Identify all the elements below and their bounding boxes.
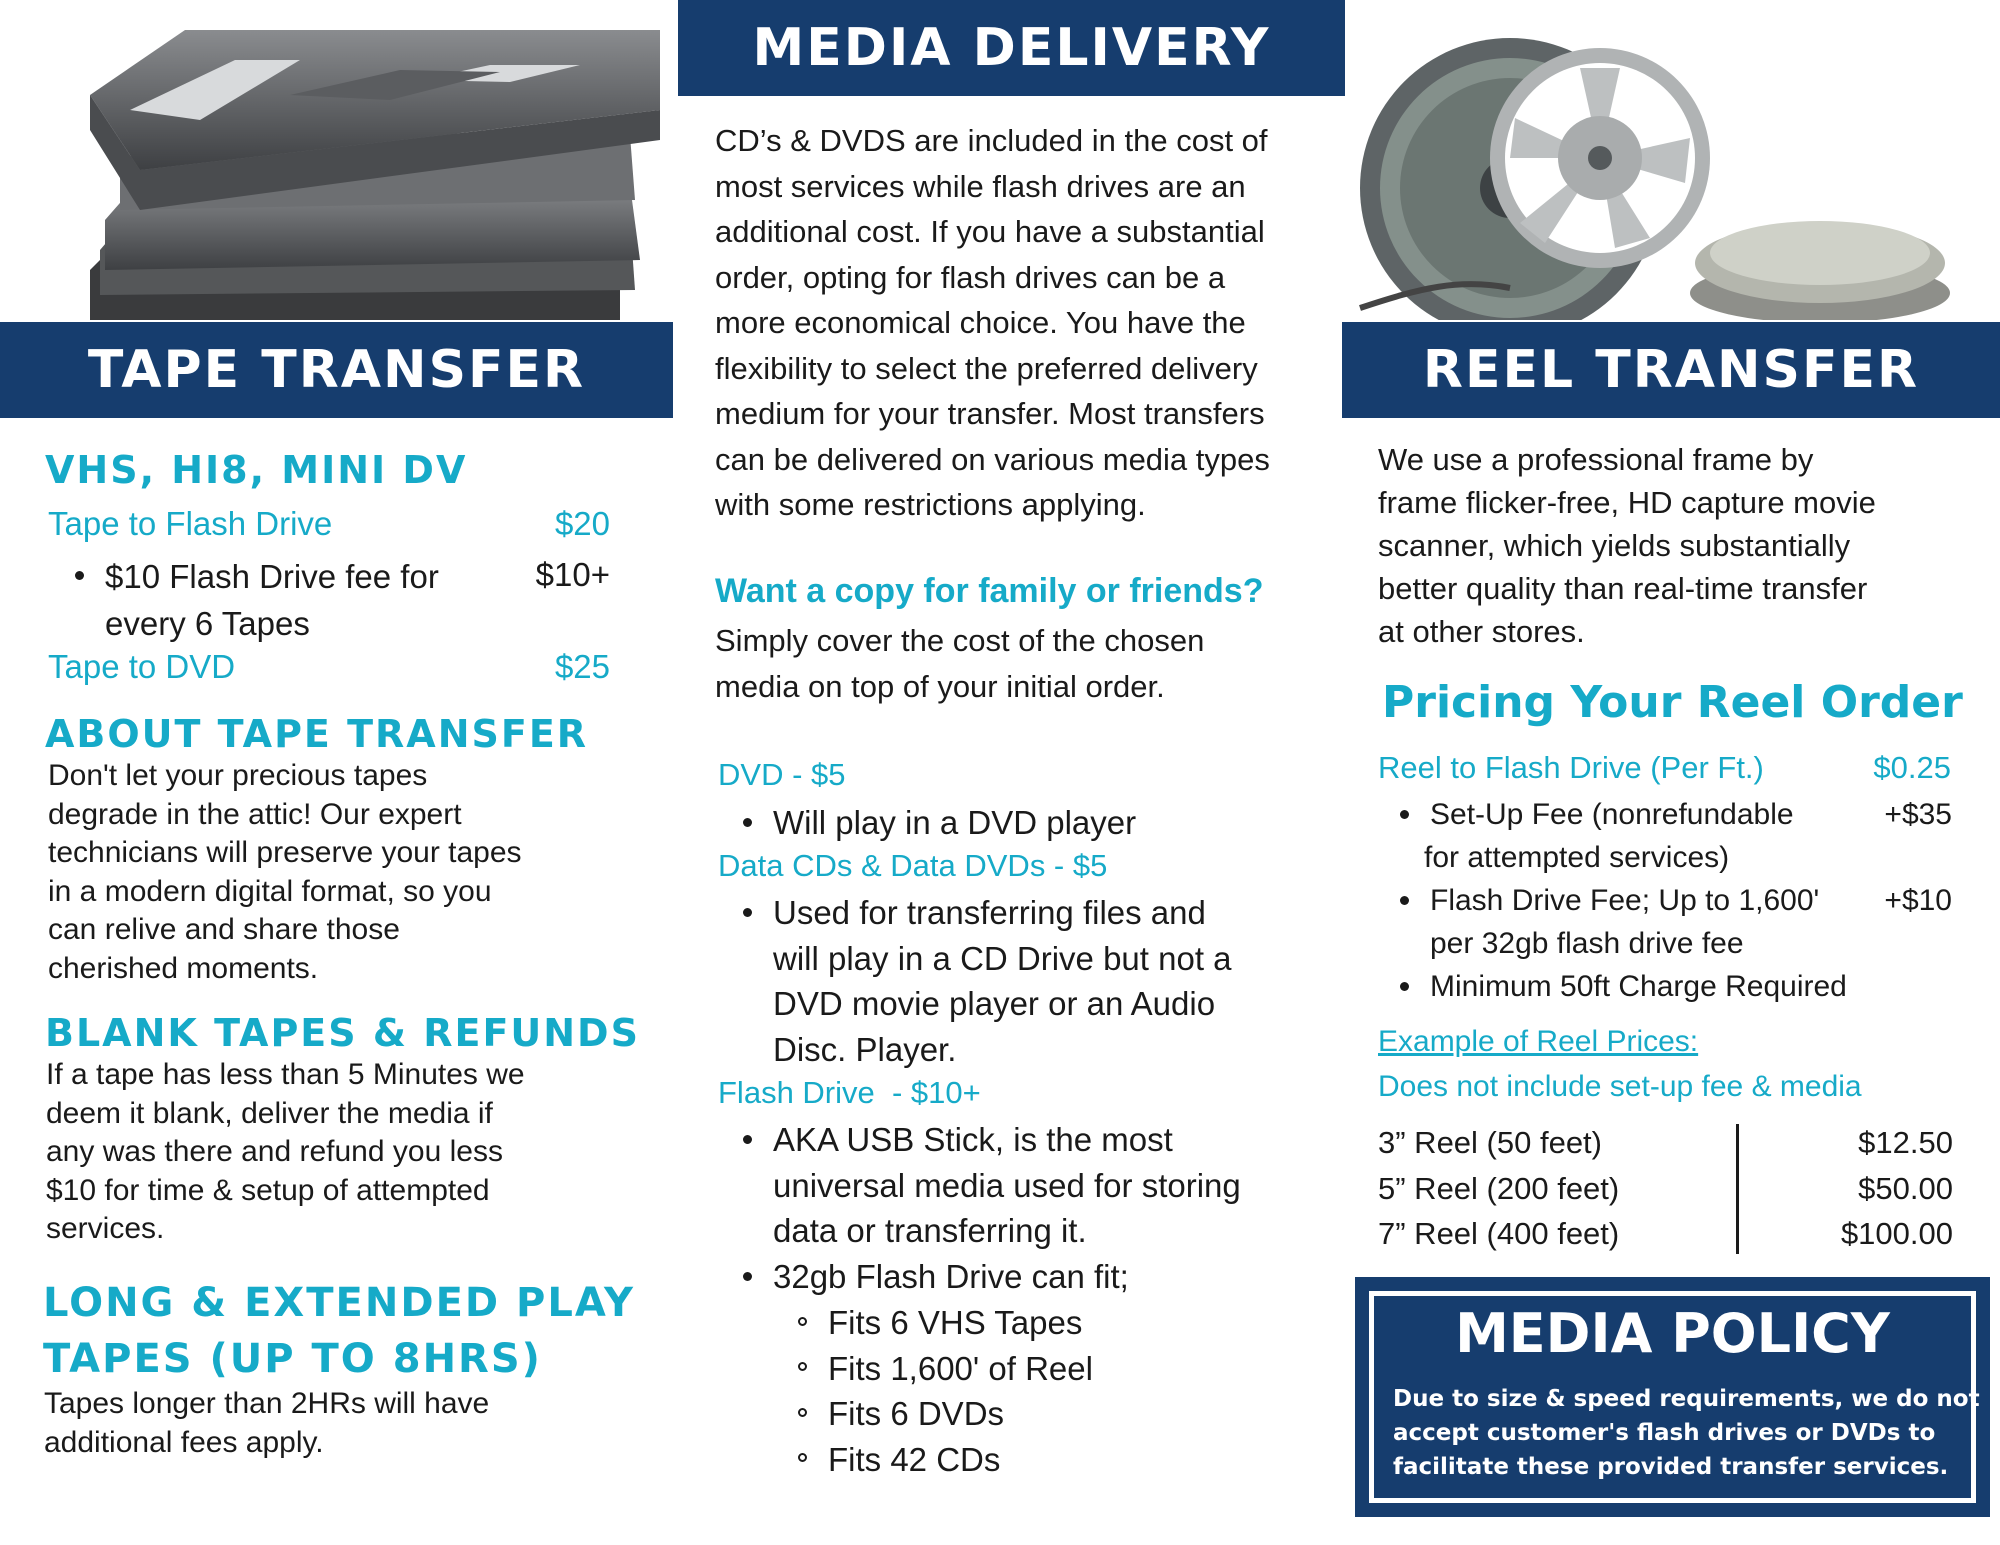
text-line: Tapes longer than 2HRs will have: [44, 1387, 490, 1420]
flash-fee-line1: $10 Flash Drive fee for: [105, 558, 439, 595]
text-line: services.: [46, 1212, 165, 1245]
dvd-option-item: Will play in a DVD player: [773, 800, 1136, 846]
dvd-option-list: [773, 800, 1136, 846]
reel-size: 5” Reel (200 feet): [1378, 1170, 1620, 1206]
flash-option-list: [773, 1117, 1241, 1299]
tape-flash-fee-list: [105, 553, 610, 647]
flash-drive-fee-item: [1430, 879, 1952, 965]
tape-flash-label: Tape to Flash Drive: [48, 505, 333, 542]
text-line: scanner, which yields substantially: [1378, 528, 1851, 563]
setup-fee-item: [1424, 793, 1952, 879]
reel-flash-row: [1378, 750, 1951, 786]
text-line: We use a professional frame by: [1378, 442, 1814, 477]
tape-transfer-banner: TAPE TRANSFER: [0, 322, 673, 418]
fit-subitem: Fits 6 DVDs: [828, 1391, 1093, 1437]
text-line: Used for transferring files and: [773, 894, 1206, 931]
fit-subitem: Fits 42 CDs: [828, 1437, 1093, 1483]
text-line: order, opting for flash drives can be a: [715, 259, 1226, 295]
reel-price: $12.50: [1858, 1125, 1953, 1160]
copy-paragraph: [715, 618, 1204, 709]
fit-subitem: Fits 1,600' of Reel: [828, 1346, 1093, 1392]
text-line: can relive and share those: [48, 913, 400, 946]
text-line: can be delivered on various media types: [715, 441, 1270, 477]
text-line: technicians will preserve your tapes: [48, 836, 522, 869]
long-heading-line1: LONG & EXTENDED PLAY: [43, 1280, 635, 1326]
flash-fee-price: $10+: [535, 556, 610, 593]
about-heading: ABOUT TAPE TRANSFER: [45, 712, 589, 756]
film-reels-photo: [1340, 38, 1960, 320]
text-line: at other stores.: [1378, 614, 1585, 649]
text-line: If a tape has less than 5 Minutes we: [46, 1058, 525, 1091]
reel-price-table: [1378, 1120, 1953, 1257]
data-option-label: Data CDs & Data DVDs - $5: [718, 848, 1108, 883]
table-row: [1378, 1120, 1953, 1166]
reel-flash-label: Reel to Flash Drive (Per Ft.): [1378, 750, 1764, 785]
flash-drive-fee-price: +$10: [1884, 884, 1952, 917]
example-note: Does not include set-up fee & media: [1378, 1070, 1862, 1103]
media-intro-paragraph: [715, 118, 1270, 528]
text-line: medium for your transfer. Most transfers: [715, 396, 1265, 431]
copy-heading: Want a copy for family or friends?: [715, 572, 1264, 610]
policy-title: MEDIA POLICY: [1455, 1302, 1890, 1365]
reel-size: 7” Reel (400 feet): [1378, 1216, 1620, 1251]
tape-dvd-label: Tape to DVD: [48, 648, 236, 685]
text-line: in a modern digital format, so you: [48, 874, 492, 908]
text-line: accept customer's flash drives or DVDs to: [1393, 1420, 1936, 1446]
tape-flash-price: $20: [554, 505, 610, 542]
reel-fee-list: [1424, 793, 1952, 1008]
setup-fee-price: +$35: [1884, 798, 1952, 831]
text-line: Flash Drive Fee; Up to 1,600': [1430, 884, 1820, 917]
text-line: universal media used for storing: [773, 1166, 1241, 1204]
text-line: any was there and refund you less: [46, 1135, 503, 1168]
text-line: better quality than real-time transfer: [1378, 571, 1868, 606]
text-line: CD’s & DVDS are included in the cost of: [715, 123, 1268, 158]
tape-flash-row: [48, 505, 610, 543]
flash-fee-line2: every 6 Tapes: [105, 605, 310, 642]
reel-price: $50.00: [1858, 1170, 1953, 1206]
formats-heading: VHS, HI8, MINI DV: [45, 448, 468, 492]
text-line: deem it blank, deliver the media if: [46, 1096, 493, 1130]
data-option-list: [773, 890, 1232, 1072]
text-line: cherished moments.: [48, 951, 319, 985]
media-policy-box: [1355, 1277, 1990, 1517]
tape-dvd-row: [48, 648, 610, 686]
text-line: AKA USB Stick, is the most: [773, 1121, 1173, 1158]
minimum-charge-item: Minimum 50ft Charge Required: [1430, 965, 1952, 1008]
reel-transfer-banner: REEL TRANSFER: [1342, 322, 2000, 418]
policy-text: [1393, 1382, 1980, 1484]
text-line: Simply cover the cost of the chosen: [715, 623, 1205, 658]
fit-subitem: Fits 6 VHS Tapes: [828, 1300, 1093, 1346]
text-line: Disc. Player.: [773, 1030, 957, 1068]
text-line: Due to size & speed requirements, we do not: [1393, 1386, 1980, 1412]
reel-flash-price: $0.25: [1873, 750, 1951, 785]
example-prices-link[interactable]: Example of Reel Prices:: [1378, 1025, 1699, 1058]
text-line: DVD movie player or an Audio: [773, 985, 1216, 1022]
text-line: additional fees apply.: [44, 1425, 324, 1459]
text-line: $10 for time & setup of attempted: [46, 1173, 490, 1207]
text-line: will play in a CD Drive but not a: [773, 939, 1232, 977]
text-line: flexibility to select the preferred delivery: [715, 350, 1258, 386]
text-line: degrade in the attic! Our expert: [48, 797, 462, 831]
data-option-item: [773, 890, 1232, 1072]
text-line: most services while flash drives are an: [715, 168, 1246, 204]
text-line: more economical choice. You have the: [715, 305, 1246, 340]
media-delivery-banner: MEDIA DELIVERY: [678, 0, 1345, 96]
fit-sublist: [828, 1300, 1093, 1482]
text-line: data or transferring it.: [773, 1212, 1087, 1249]
blank-heading: BLANK TAPES & REFUNDS: [45, 1011, 640, 1055]
tape-dvd-price: $25: [554, 648, 610, 685]
text-line: with some restrictions applying.: [715, 487, 1146, 522]
table-row: [1378, 1211, 1953, 1257]
about-paragraph: [48, 757, 522, 988]
long-heading-line2: TAPES (UP TO 8HRS): [43, 1336, 542, 1382]
text-line: for attempted services): [1424, 841, 1730, 874]
vhs-tapes-photo: [60, 20, 660, 320]
text-line: Set-Up Fee (nonrefundable: [1430, 798, 1794, 831]
text-line: per 32gb flash drive fee: [1430, 927, 1744, 960]
text-line: media on top of your initial order.: [715, 668, 1165, 704]
fit-item: 32gb Flash Drive can fit;: [773, 1254, 1241, 1300]
blank-paragraph: [46, 1056, 525, 1249]
table-divider: [1736, 1124, 1739, 1254]
reel-intro-paragraph: [1378, 438, 1876, 653]
text-line: facilitate these provided transfer services.: [1393, 1454, 1949, 1480]
reel-size: 3” Reel (50 feet): [1378, 1125, 1602, 1160]
flash-option-label: Flash Drive - $10+: [718, 1075, 981, 1110]
text-line: frame flicker-free, HD capture movie: [1378, 485, 1876, 520]
flash-option-item: [773, 1117, 1241, 1254]
flash-fee-item: [105, 553, 610, 647]
long-play-heading: [43, 1275, 635, 1387]
long-play-paragraph: [44, 1385, 489, 1462]
dvd-option-label: DVD - $5: [718, 757, 846, 792]
text-line: Don't let your precious tapes: [48, 759, 428, 792]
reel-price: $100.00: [1840, 1216, 1953, 1251]
table-row: [1378, 1166, 1953, 1212]
pricing-heading: Pricing Your Reel Order: [1382, 677, 1963, 728]
text-line: additional cost. If you have a substantial: [715, 214, 1265, 249]
